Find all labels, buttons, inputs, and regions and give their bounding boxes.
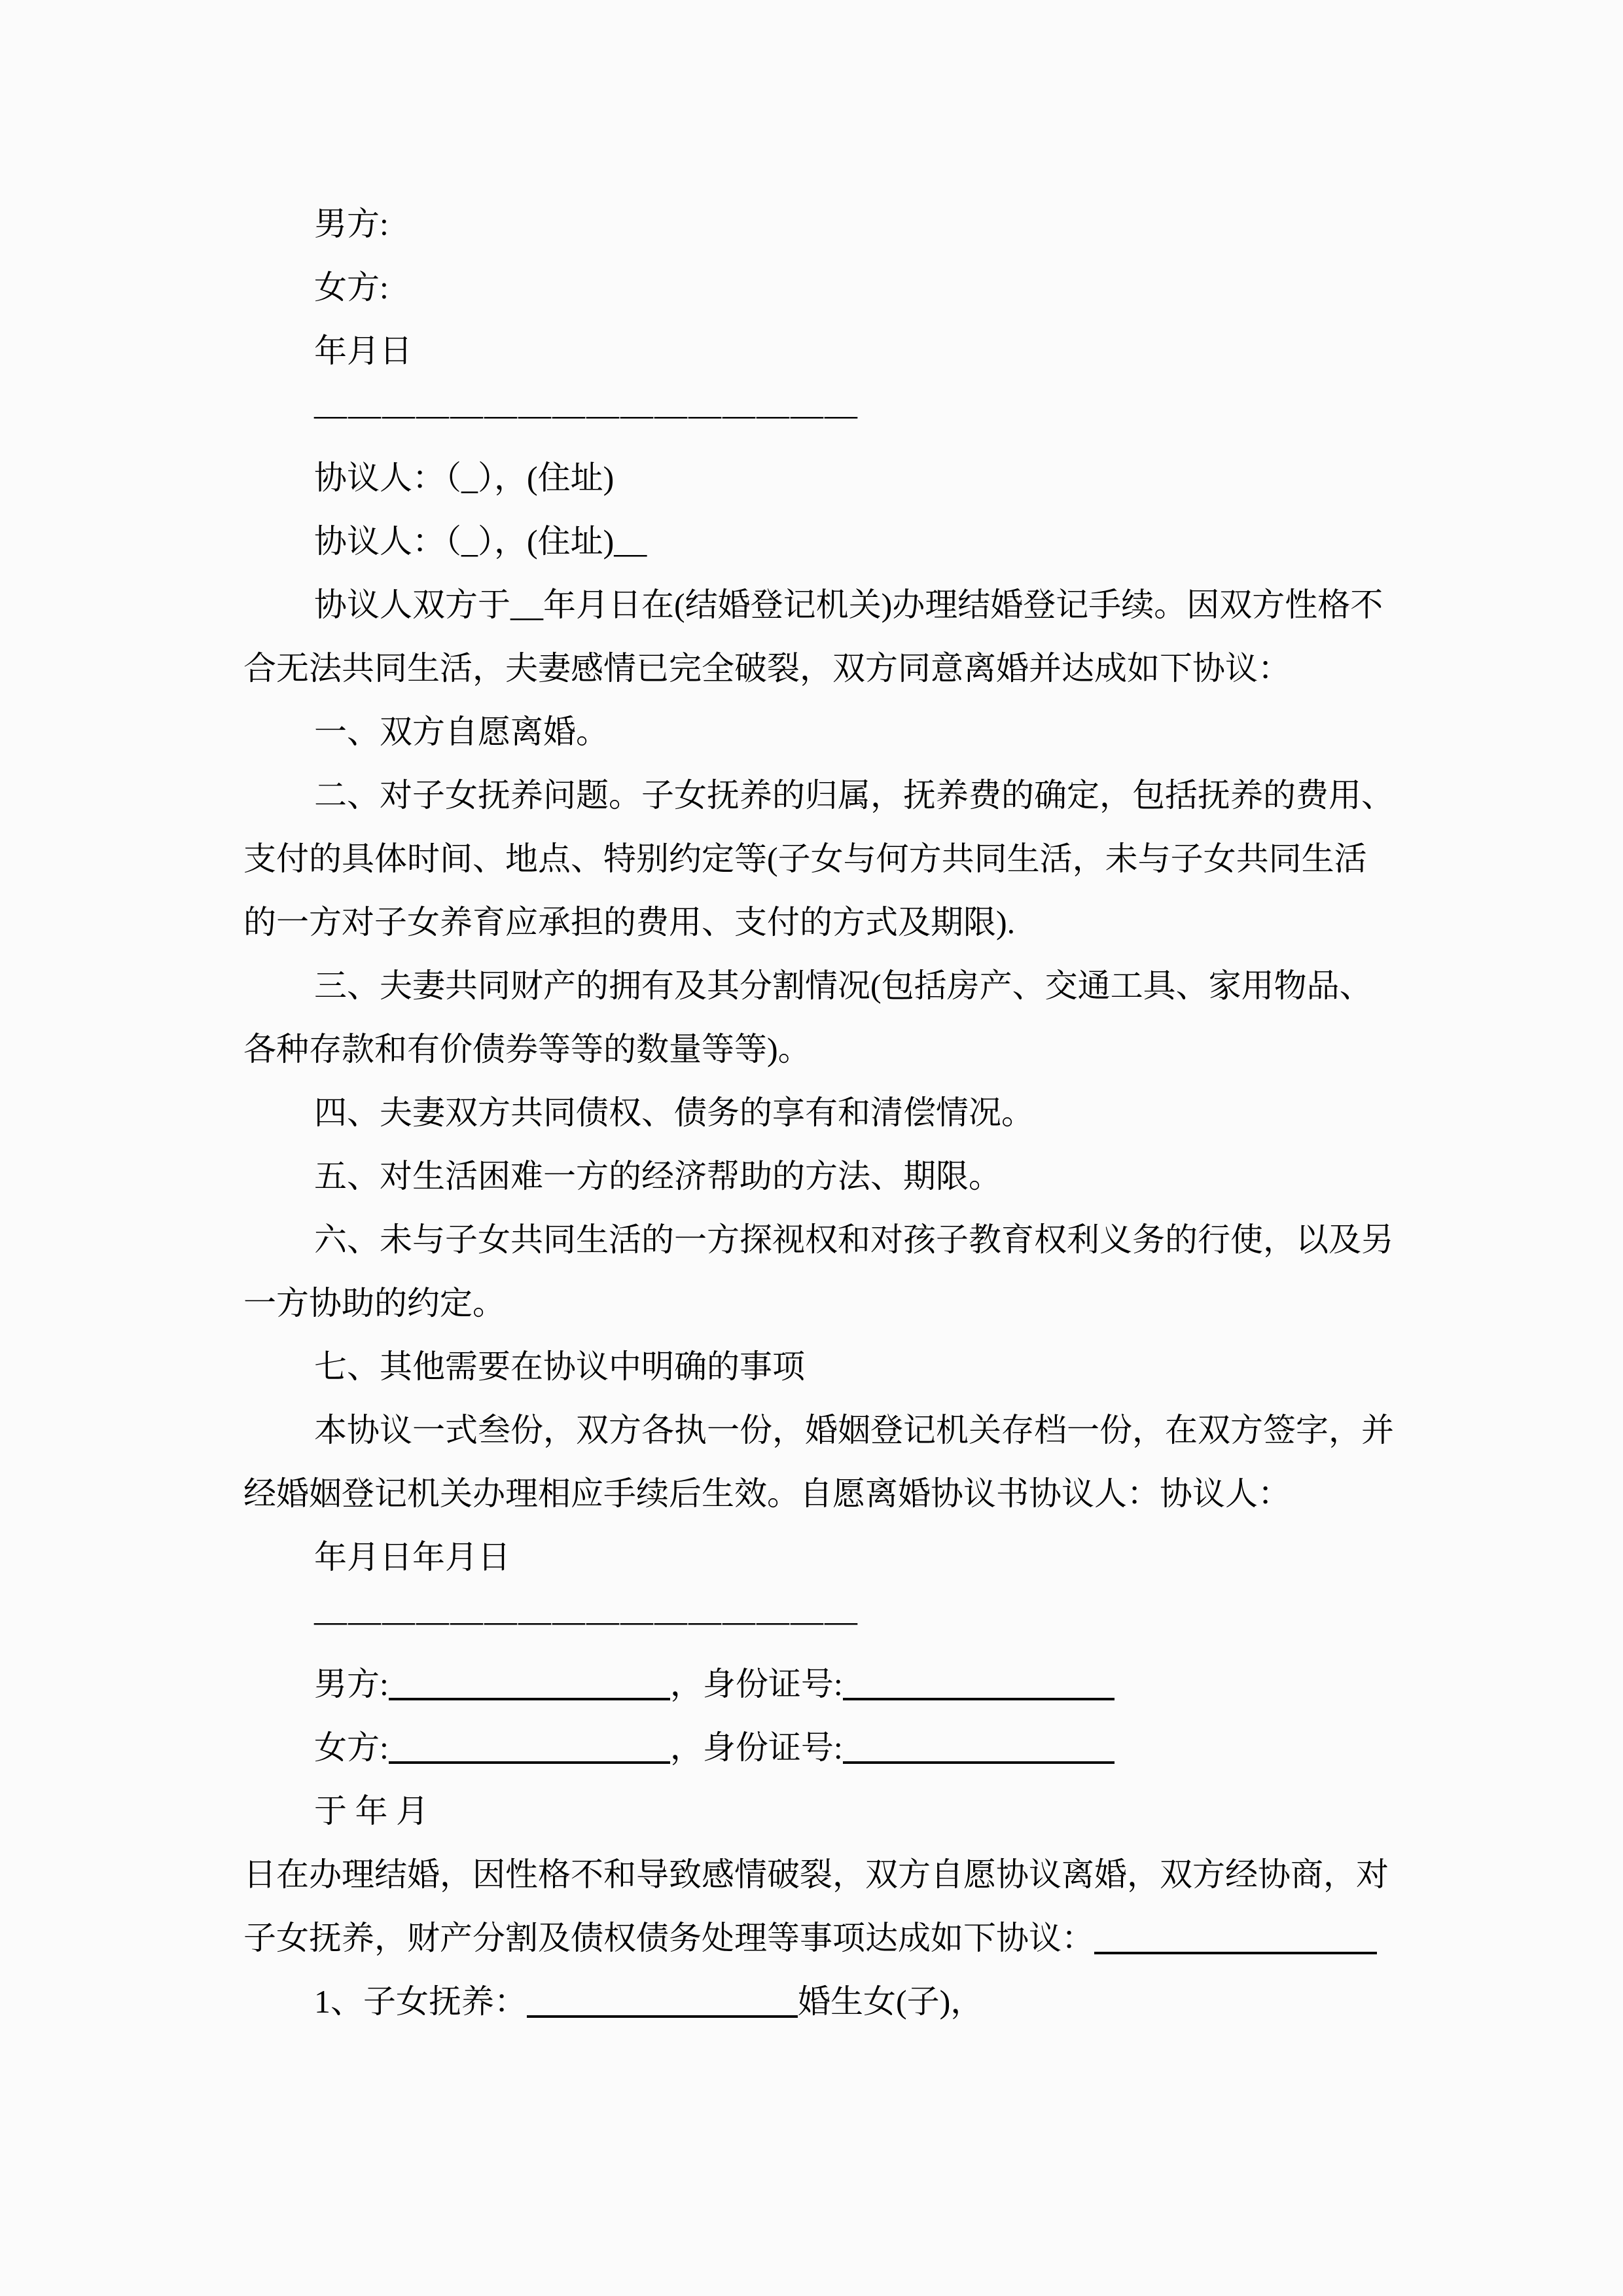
- item-2-custody-line-3: 的一方对子女养育应承担的费用、支付的方式及期限).: [243, 904, 1016, 941]
- female-id-blank: [843, 1761, 1115, 1764]
- agreement-blank: [1094, 1952, 1377, 1954]
- female-id-label: ，身份证号:: [669, 1729, 843, 1766]
- item-3-property-line-2: 各种存款和有价债券等等的数量等等)。: [243, 1031, 811, 1067]
- divider-dashes-bottom: ————————————————: [314, 1602, 859, 1639]
- male-id-blank: [843, 1698, 1115, 1700]
- para-registration-line-1: 协议人双方于__年月日在(结婚登记机关)办理结婚登记手续。因双方性格不: [314, 586, 1383, 623]
- male-id-label: ，身份证号:: [669, 1666, 843, 1702]
- divider-dashes-top: ————————————————: [314, 396, 859, 433]
- line-date-placeholder: 年月日: [314, 332, 412, 369]
- male-name-blank: [389, 1698, 670, 1700]
- line-party-b: 协议人：（_），(住址)__: [314, 523, 647, 560]
- item-2-custody-line-2: 支付的具体时间、地点、特别约定等(子女与何方共同生活，未与子女共同生活: [243, 840, 1367, 877]
- signature-male-line: [243, 1653, 1378, 1716]
- male-label: 男方:: [314, 1666, 389, 1702]
- line-female-party-label: 女方:: [314, 269, 389, 306]
- item-6-visitation-line-2: 一方协助的约定。: [243, 1285, 505, 1321]
- custody-blank: [527, 2015, 798, 2018]
- item-6-visitation-line-1: 六、未与子女共同生活的一方探视权和对孩子教育权利义务的行使，以及另: [314, 1221, 1394, 1258]
- item-2-custody-line-1: 二、对子女抚养问题。子女抚养的归属，抚养费的确定，包括抚养的费用、: [314, 777, 1394, 814]
- line-sign-dates: 年月日年月日: [314, 1539, 510, 1575]
- line-party-a: 协议人：（_），(住址): [314, 459, 615, 496]
- para-2-line-2: [243, 1907, 1378, 1970]
- closing-line-1: 本协议一式叁份，双方各执一份，婚姻登记机关存档一份，在双方签字，并: [314, 1412, 1394, 1448]
- item-4-debts: 四、夫妻双方共同债权、债务的享有和清偿情况。: [314, 1094, 1034, 1131]
- item-1-voluntary-divorce: 一、双方自愿离婚。: [314, 713, 609, 750]
- para-2-line-1: 日在办理结婚，因性格不和导致感情破裂，双方自愿协议离婚，双方经协商，对: [243, 1856, 1389, 1893]
- signature-female-line: [243, 1716, 1378, 1780]
- agreement-items-label: 子女抚养，财产分割及债权债务处理等事项达成如下协议：: [243, 1920, 1094, 1956]
- item-3-property-line-1: 三、夫妻共同财产的拥有及其分割情况(包括房产、交通工具、家用物品、: [314, 967, 1372, 1004]
- closing-line-2: 经婚姻登记机关办理相应手续后生效。自愿离婚协议书协议人：协议人：: [243, 1475, 1291, 1512]
- line-marriage-date: 于 年 月: [314, 1793, 429, 1829]
- custody-label: 1、子女抚养：: [314, 1983, 527, 2020]
- item-5-financial-help: 五、对生活困难一方的经济帮助的方法、期限。: [314, 1158, 1001, 1194]
- line-male-party-label: 男方:: [314, 206, 389, 242]
- item-7-other-matters: 七、其他需要在协议中明确的事项: [314, 1348, 805, 1385]
- custody-suffix: 婚生女(子)，: [798, 1983, 984, 2020]
- female-label: 女方:: [314, 1729, 389, 1766]
- female-name-blank: [389, 1761, 670, 1764]
- item-custody-fill-line: [243, 1970, 1378, 2034]
- para-registration-line-2: 合无法共同生活，夫妻感情已完全破裂，双方同意离婚并达成如下协议：: [243, 650, 1291, 687]
